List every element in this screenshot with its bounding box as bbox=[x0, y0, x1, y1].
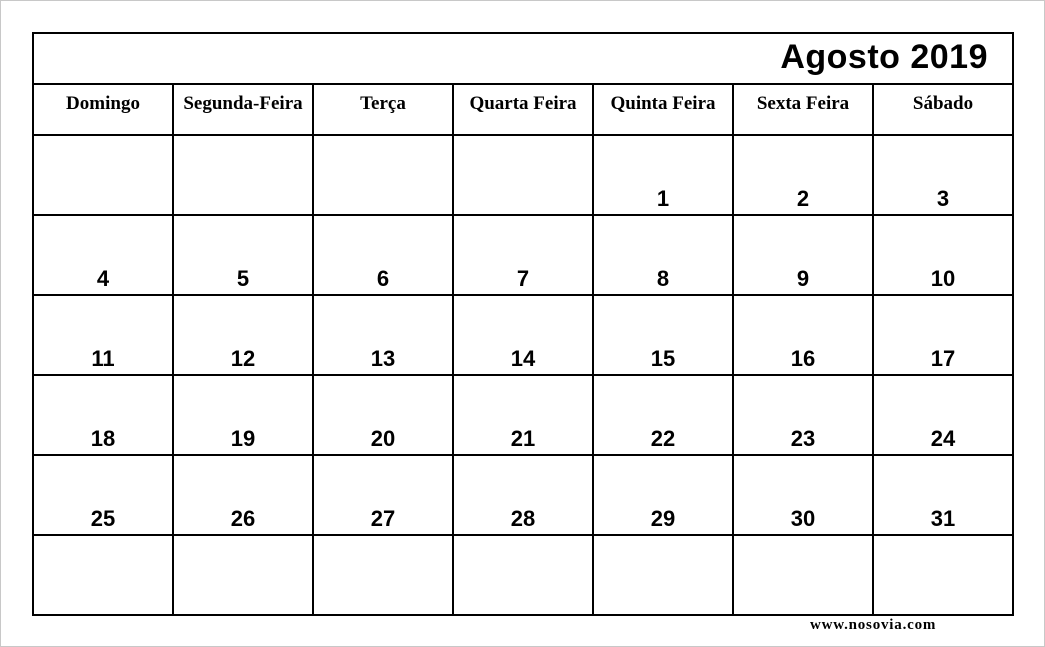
day-number: 20 bbox=[370, 426, 396, 451]
weekday-header-tuesday: Terça bbox=[314, 85, 454, 136]
week-row bbox=[34, 296, 1012, 376]
day-cell bbox=[594, 136, 734, 216]
day-cell bbox=[454, 216, 594, 296]
day-number: 13 bbox=[370, 346, 396, 371]
day-cell bbox=[314, 216, 454, 296]
weekday-header-wednesday: Quarta Feira bbox=[454, 85, 594, 136]
day-cell bbox=[174, 456, 314, 536]
day-cell bbox=[174, 216, 314, 296]
website-credit: www.nosovia.com bbox=[810, 617, 937, 633]
day-cell bbox=[314, 376, 454, 456]
day-number: 29 bbox=[650, 506, 676, 531]
day-number: 5 bbox=[236, 266, 250, 291]
day-cell bbox=[314, 296, 454, 376]
day-cell bbox=[174, 296, 314, 376]
day-cell bbox=[594, 456, 734, 536]
day-cell bbox=[874, 216, 1012, 296]
day-cell bbox=[34, 216, 174, 296]
day-cell bbox=[34, 136, 174, 216]
day-cell bbox=[874, 456, 1012, 536]
day-cell bbox=[734, 536, 874, 616]
calendar-grid bbox=[34, 85, 1012, 616]
day-cell bbox=[454, 296, 594, 376]
day-number: 15 bbox=[650, 346, 676, 371]
day-number: 4 bbox=[96, 266, 110, 291]
day-number: 7 bbox=[516, 266, 530, 291]
weekday-header-thursday: Quinta Feira bbox=[594, 85, 734, 136]
week-row bbox=[34, 376, 1012, 456]
day-number: 16 bbox=[790, 346, 816, 371]
day-number: 2 bbox=[796, 186, 810, 211]
day-number: 10 bbox=[930, 266, 956, 291]
day-number: 22 bbox=[650, 426, 676, 451]
day-number: 6 bbox=[376, 266, 390, 291]
day-cell bbox=[594, 216, 734, 296]
day-cell bbox=[874, 296, 1012, 376]
day-cell bbox=[174, 136, 314, 216]
day-number: 19 bbox=[230, 426, 256, 451]
weekday-header-friday: Sexta Feira bbox=[734, 85, 874, 136]
week-row bbox=[34, 216, 1012, 296]
day-cell bbox=[174, 376, 314, 456]
day-cell bbox=[454, 376, 594, 456]
day-number: 28 bbox=[510, 506, 536, 531]
day-cell bbox=[734, 456, 874, 536]
day-cell bbox=[734, 376, 874, 456]
calendar-table bbox=[32, 32, 1014, 616]
week-row bbox=[34, 136, 1012, 216]
day-cell bbox=[314, 456, 454, 536]
day-number: 26 bbox=[230, 506, 256, 531]
day-cell bbox=[594, 376, 734, 456]
day-number: 11 bbox=[91, 346, 115, 371]
day-number: 21 bbox=[510, 426, 536, 451]
week-row bbox=[34, 456, 1012, 536]
day-cell bbox=[594, 296, 734, 376]
day-number: 25 bbox=[90, 506, 116, 531]
day-number: 27 bbox=[370, 506, 396, 531]
week-row bbox=[34, 536, 1012, 616]
day-number: 3 bbox=[936, 186, 950, 211]
day-number: 8 bbox=[656, 266, 670, 291]
day-cell bbox=[34, 296, 174, 376]
day-number: 9 bbox=[796, 266, 810, 291]
day-number: 17 bbox=[930, 346, 956, 371]
day-cell bbox=[314, 136, 454, 216]
calendar-title: Agosto 2019 bbox=[780, 38, 988, 76]
day-cell bbox=[34, 456, 174, 536]
day-number: 1 bbox=[656, 186, 670, 211]
day-number: 31 bbox=[930, 506, 956, 531]
day-number: 12 bbox=[230, 346, 256, 371]
day-number: 14 bbox=[510, 346, 536, 371]
day-cell bbox=[34, 536, 174, 616]
day-cell bbox=[734, 216, 874, 296]
day-number: 30 bbox=[790, 506, 816, 531]
day-cell bbox=[454, 136, 594, 216]
weekday-header-sunday: Domingo bbox=[34, 85, 174, 136]
day-number: 18 bbox=[90, 426, 116, 451]
day-cell bbox=[454, 536, 594, 616]
day-cell bbox=[314, 536, 454, 616]
day-cell bbox=[34, 376, 174, 456]
day-number: 24 bbox=[930, 426, 956, 451]
calendar-title-row bbox=[34, 34, 1012, 85]
day-cell bbox=[734, 136, 874, 216]
day-cell bbox=[174, 536, 314, 616]
day-cell bbox=[734, 296, 874, 376]
weekday-header-row bbox=[34, 85, 1012, 136]
day-cell bbox=[454, 456, 594, 536]
day-cell bbox=[594, 536, 734, 616]
weekday-header-saturday: Sábado bbox=[874, 85, 1012, 136]
day-cell bbox=[874, 376, 1012, 456]
day-cell bbox=[874, 136, 1012, 216]
weekday-header-monday: Segunda-Feira bbox=[174, 85, 314, 136]
day-cell bbox=[874, 536, 1012, 616]
day-number: 23 bbox=[790, 426, 816, 451]
